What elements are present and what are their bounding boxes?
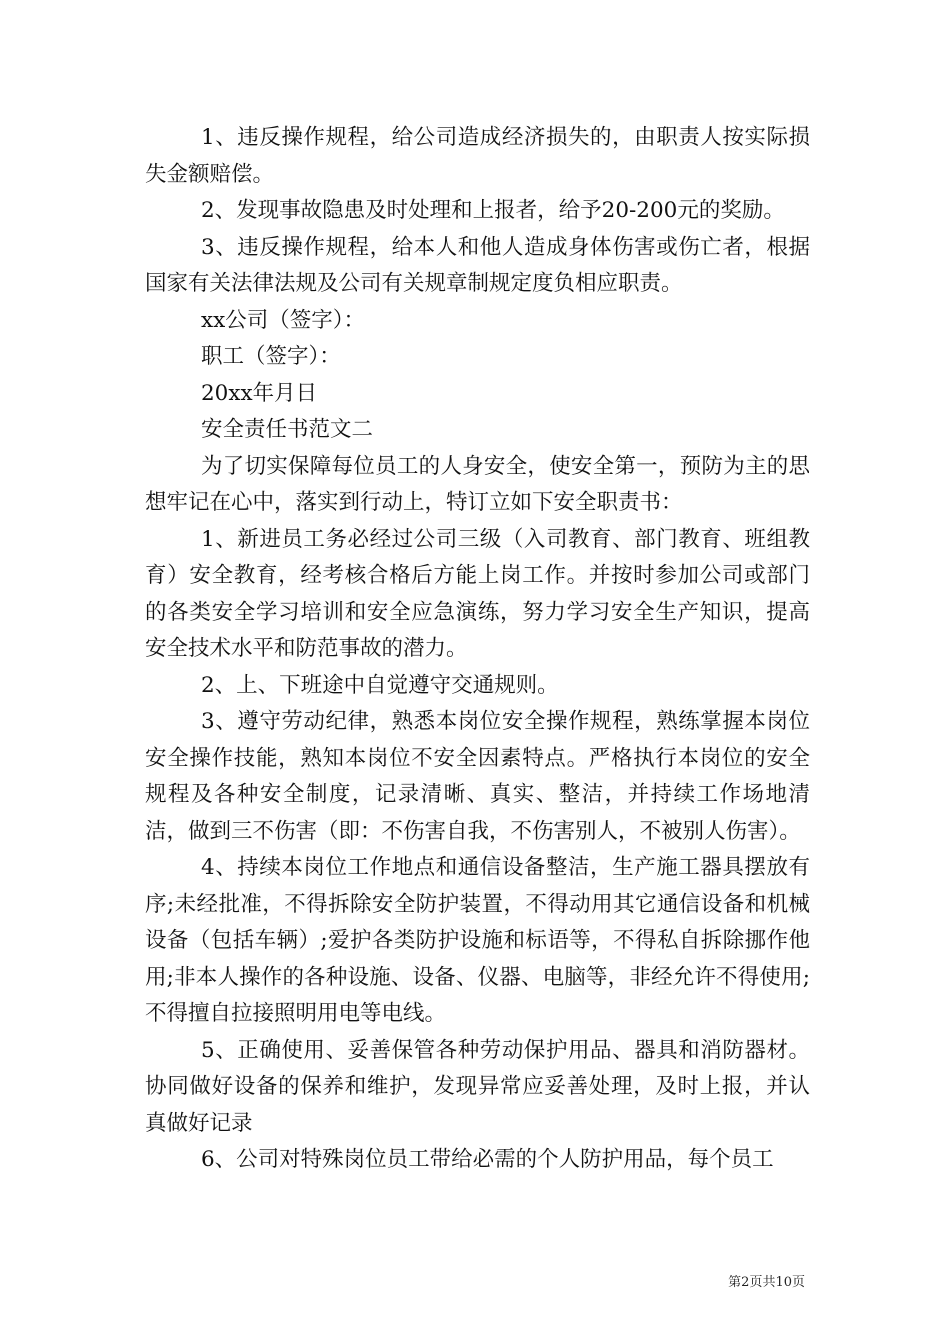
paragraph-item-6: 6、公司对特殊岗位员工带给必需的个人防护用品，每个员工 (201, 1147, 774, 1172)
employee-signature-line: 职工（签字）： (201, 344, 341, 369)
page-number-footer: 第2页共10页 (728, 1275, 805, 1290)
paragraph-item-1: 1、新进员工务必经过公司三级（入司教育、部门教育、班组教育）安全教育，经考核合格后方能上岗工作。并按时参加公司或部门的各类安全学习培训和安全应急演练，努力学习安全生产知识，提高安全技术水平和防范事故的潜力。 (145, 526, 810, 661)
section-heading: 安全责任书范文二 (201, 417, 374, 442)
paragraph-item-3: 3、遵守劳动纪律，熟悉本岗位安全操作规程，熟练掌握本岗位安全操作技能，熟知本岗位不安全因素特点。严格执行本岗位的安全规程及各种安全制度，记录清晰、真实、整洁，并持续工作场地清洁，做到三不伤害（即：不伤害自我，不伤害别人，不被别人伤害）。 (145, 709, 810, 844)
paragraph-clause-1: 1、违反操作规程，给公司造成经济损失的，由职责人按实际损失金额赔偿。 (145, 125, 810, 187)
paragraph-item-4: 4、持续本岗位工作地点和通信设备整洁，生产施工器具摆放有序;未经批准，不得拆除安全防护装置，不得动用其它通信设备和机械设备（包括车辆）;爱护各类防护设施和标语等，不得私自拆除挪作他用;非本人操作的各种设施、设备、仪器、电脑等，非经允许不得使用;不得擅自拉接照明用电等电线。 (145, 855, 810, 1026)
intro-paragraph: 为了切实保障每位员工的人身安全，使安全第一，预防为主的思想牢记在心中，落实到行动上，特订立如下安全职责书： (145, 453, 810, 515)
document-body (145, 120, 810, 1179)
paragraph-item-2: 2、上、下班途中自觉遵守交通规则。 (201, 672, 559, 698)
paragraph-clause-3: 3、违反操作规程，给本人和他人造成身体伤害或伤亡者，根据国家有关法律法规及公司有关规章制规定度负相应职责。 (145, 234, 810, 296)
date-line: 20xx年月日 (201, 380, 318, 406)
paragraph-item-5: 5、正确使用、妥善保管各种劳动保护用品、器具和消防器材。协同做好设备的保养和维护，发现异常应妥善处理，及时上报，并认真做好记录 (145, 1037, 810, 1136)
company-signature-line: xx公司（签字）： (201, 307, 366, 333)
paragraph-clause-2: 2、发现事故隐患及时处理和上报者，给予20-200元的奖励。 (201, 198, 785, 223)
